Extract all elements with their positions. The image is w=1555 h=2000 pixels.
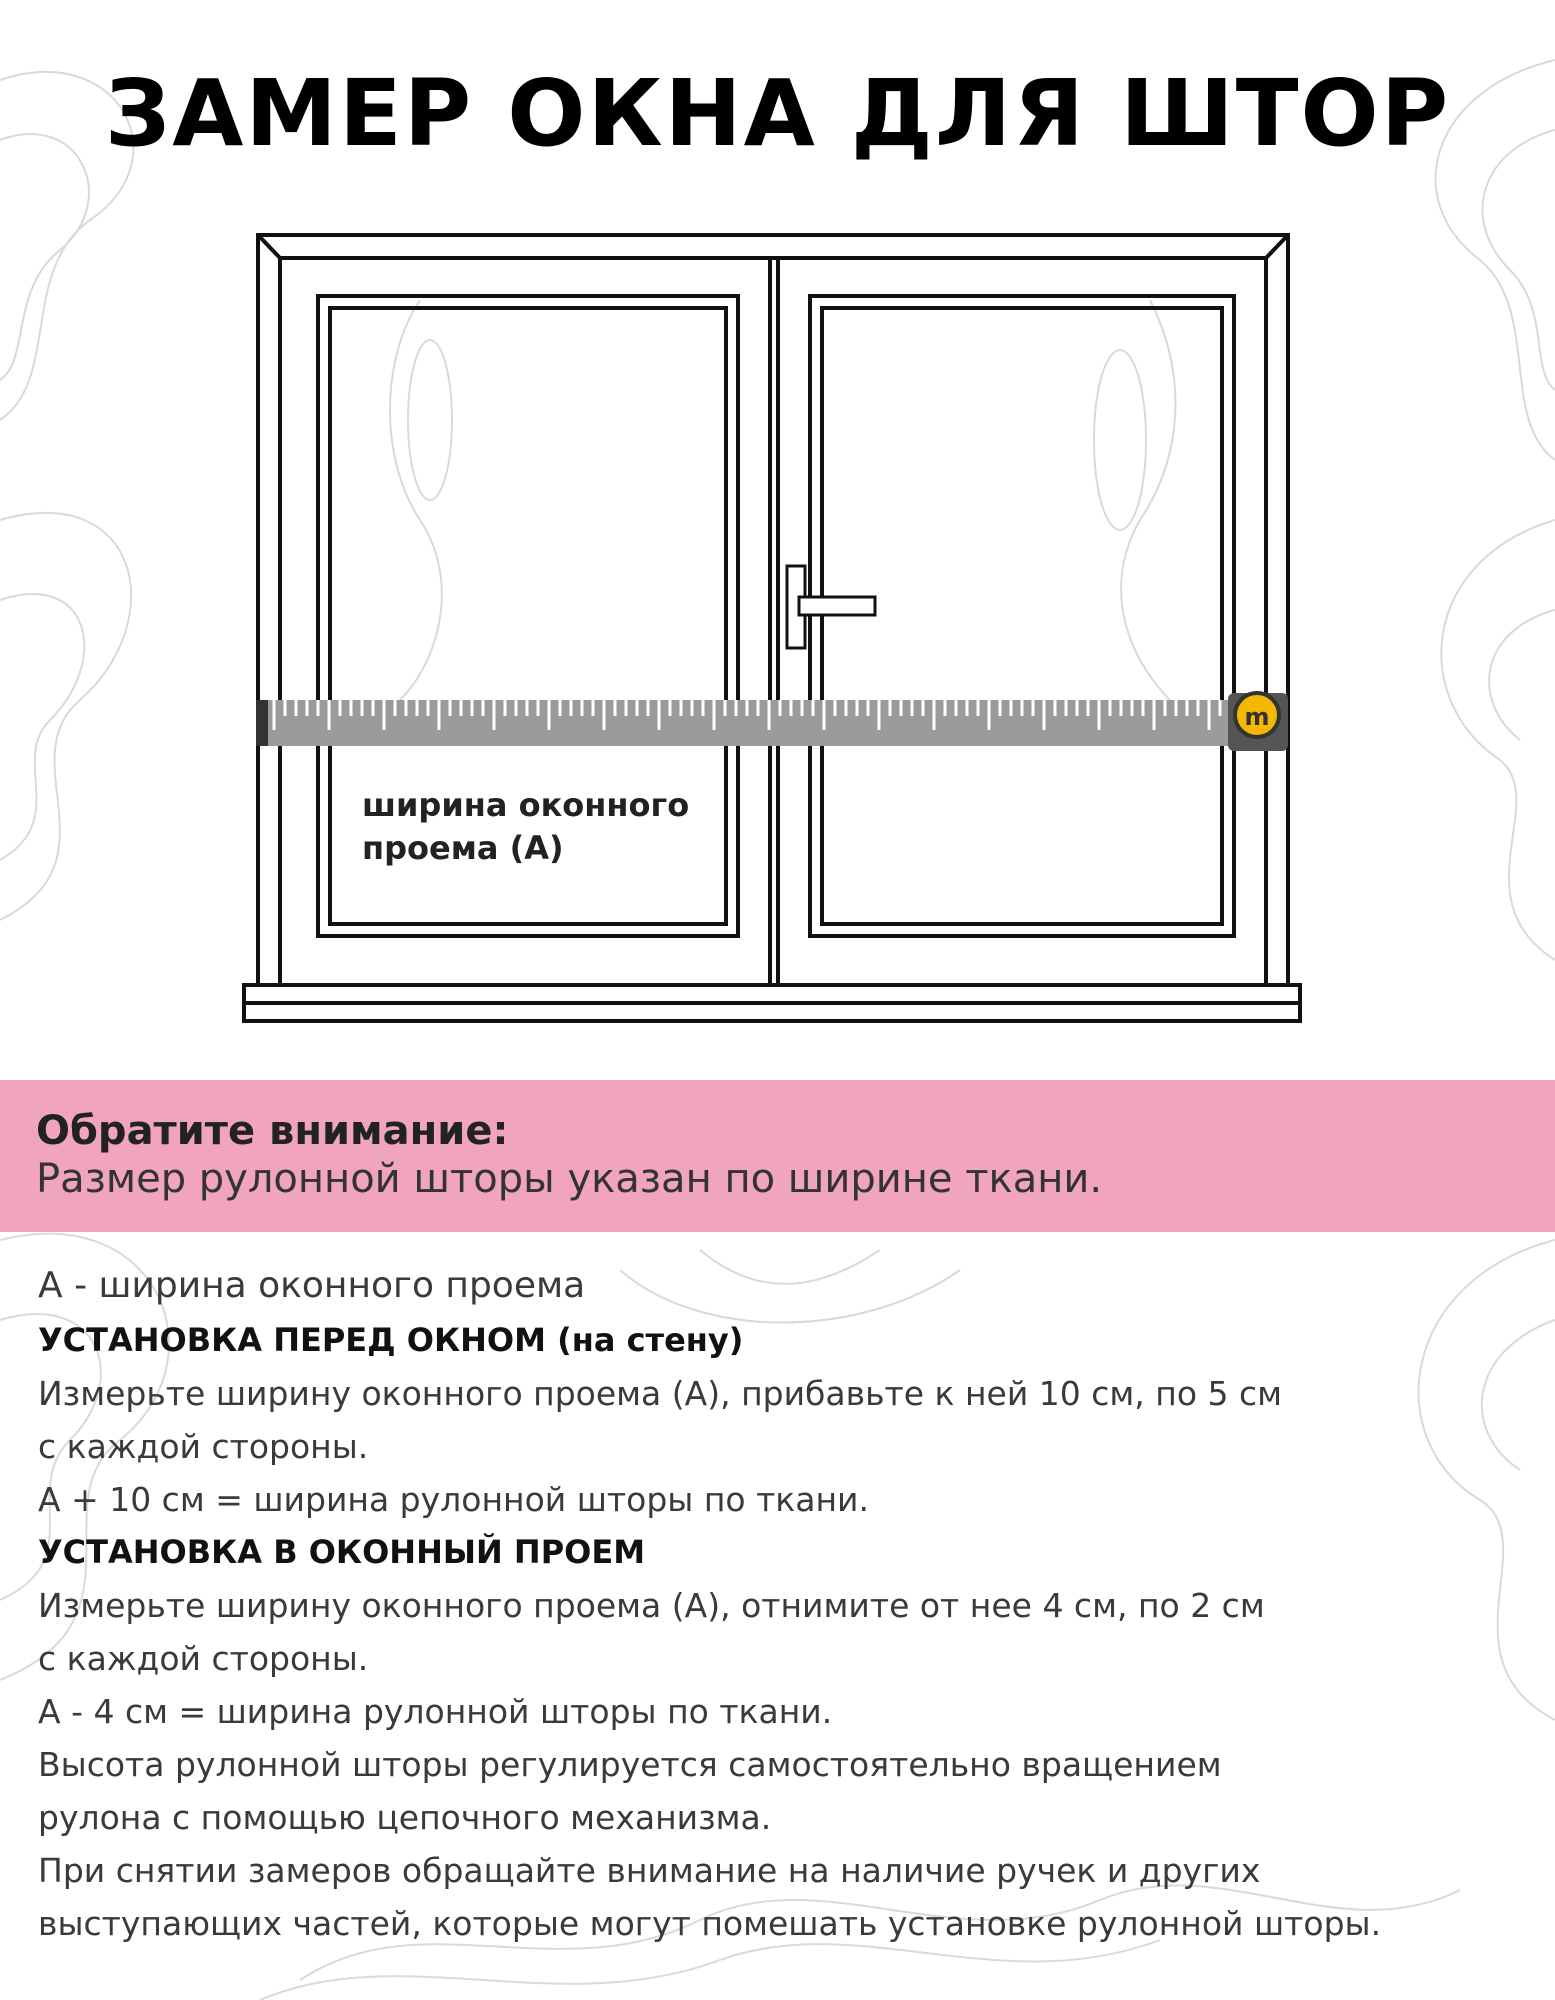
note-line4: выступающих частей, которые могут помешать установке рулонной шторы. bbox=[38, 1904, 1382, 1943]
section2-line2: с каждой стороны. bbox=[38, 1639, 369, 1678]
window-frame bbox=[244, 235, 1300, 1021]
notice-banner bbox=[0, 1080, 1555, 1232]
notice-text: Размер рулонной шторы указан по ширине ткани. bbox=[36, 1156, 1103, 1202]
page-title: ЗАМЕР ОКНА ДЛЯ ШТОР bbox=[104, 60, 1451, 167]
section2-formula: А - 4 см = ширина рулонной шторы по ткани. bbox=[38, 1692, 833, 1731]
notice-heading: Обратите внимание: bbox=[36, 1108, 509, 1154]
note-line2: рулона с помощью цепочного механизма. bbox=[38, 1798, 772, 1837]
tape-label-line2: проема (А) bbox=[362, 829, 564, 867]
window-handle bbox=[787, 566, 875, 648]
note-line3: При снятии замеров обращайте внимание на наличие ручек и других bbox=[38, 1851, 1261, 1890]
section1-formula: А + 10 см = ширина рулонной шторы по ткани. bbox=[38, 1480, 869, 1519]
section1-line1: Измерьте ширину оконного проема (А), прибавьте к ней 10 см, по 5 см bbox=[38, 1374, 1283, 1413]
tape-badge-letter: m bbox=[1244, 703, 1270, 731]
instructions bbox=[38, 1258, 1528, 1950]
measuring-tape bbox=[256, 693, 1288, 751]
tape-label bbox=[362, 784, 742, 870]
definition-line: А - ширина оконного проема bbox=[38, 1265, 586, 1306]
section1-line2: с каждой стороны. bbox=[38, 1427, 369, 1466]
tape-badge-icon bbox=[1235, 693, 1279, 737]
section2-heading: УСТАНОВКА В ОКОННЫЙ ПРОЕМ bbox=[38, 1533, 646, 1571]
section2-line1: Измерьте ширину оконного проема (А), отнимите от нее 4 см, по 2 см bbox=[38, 1586, 1265, 1625]
tape-label-line1: ширина оконного bbox=[362, 786, 690, 824]
note-line1: Высота рулонной шторы регулируется самостоятельно вращением bbox=[38, 1745, 1222, 1784]
section1-heading: УСТАНОВКА ПЕРЕД ОКНОМ (на стену) bbox=[38, 1321, 744, 1359]
